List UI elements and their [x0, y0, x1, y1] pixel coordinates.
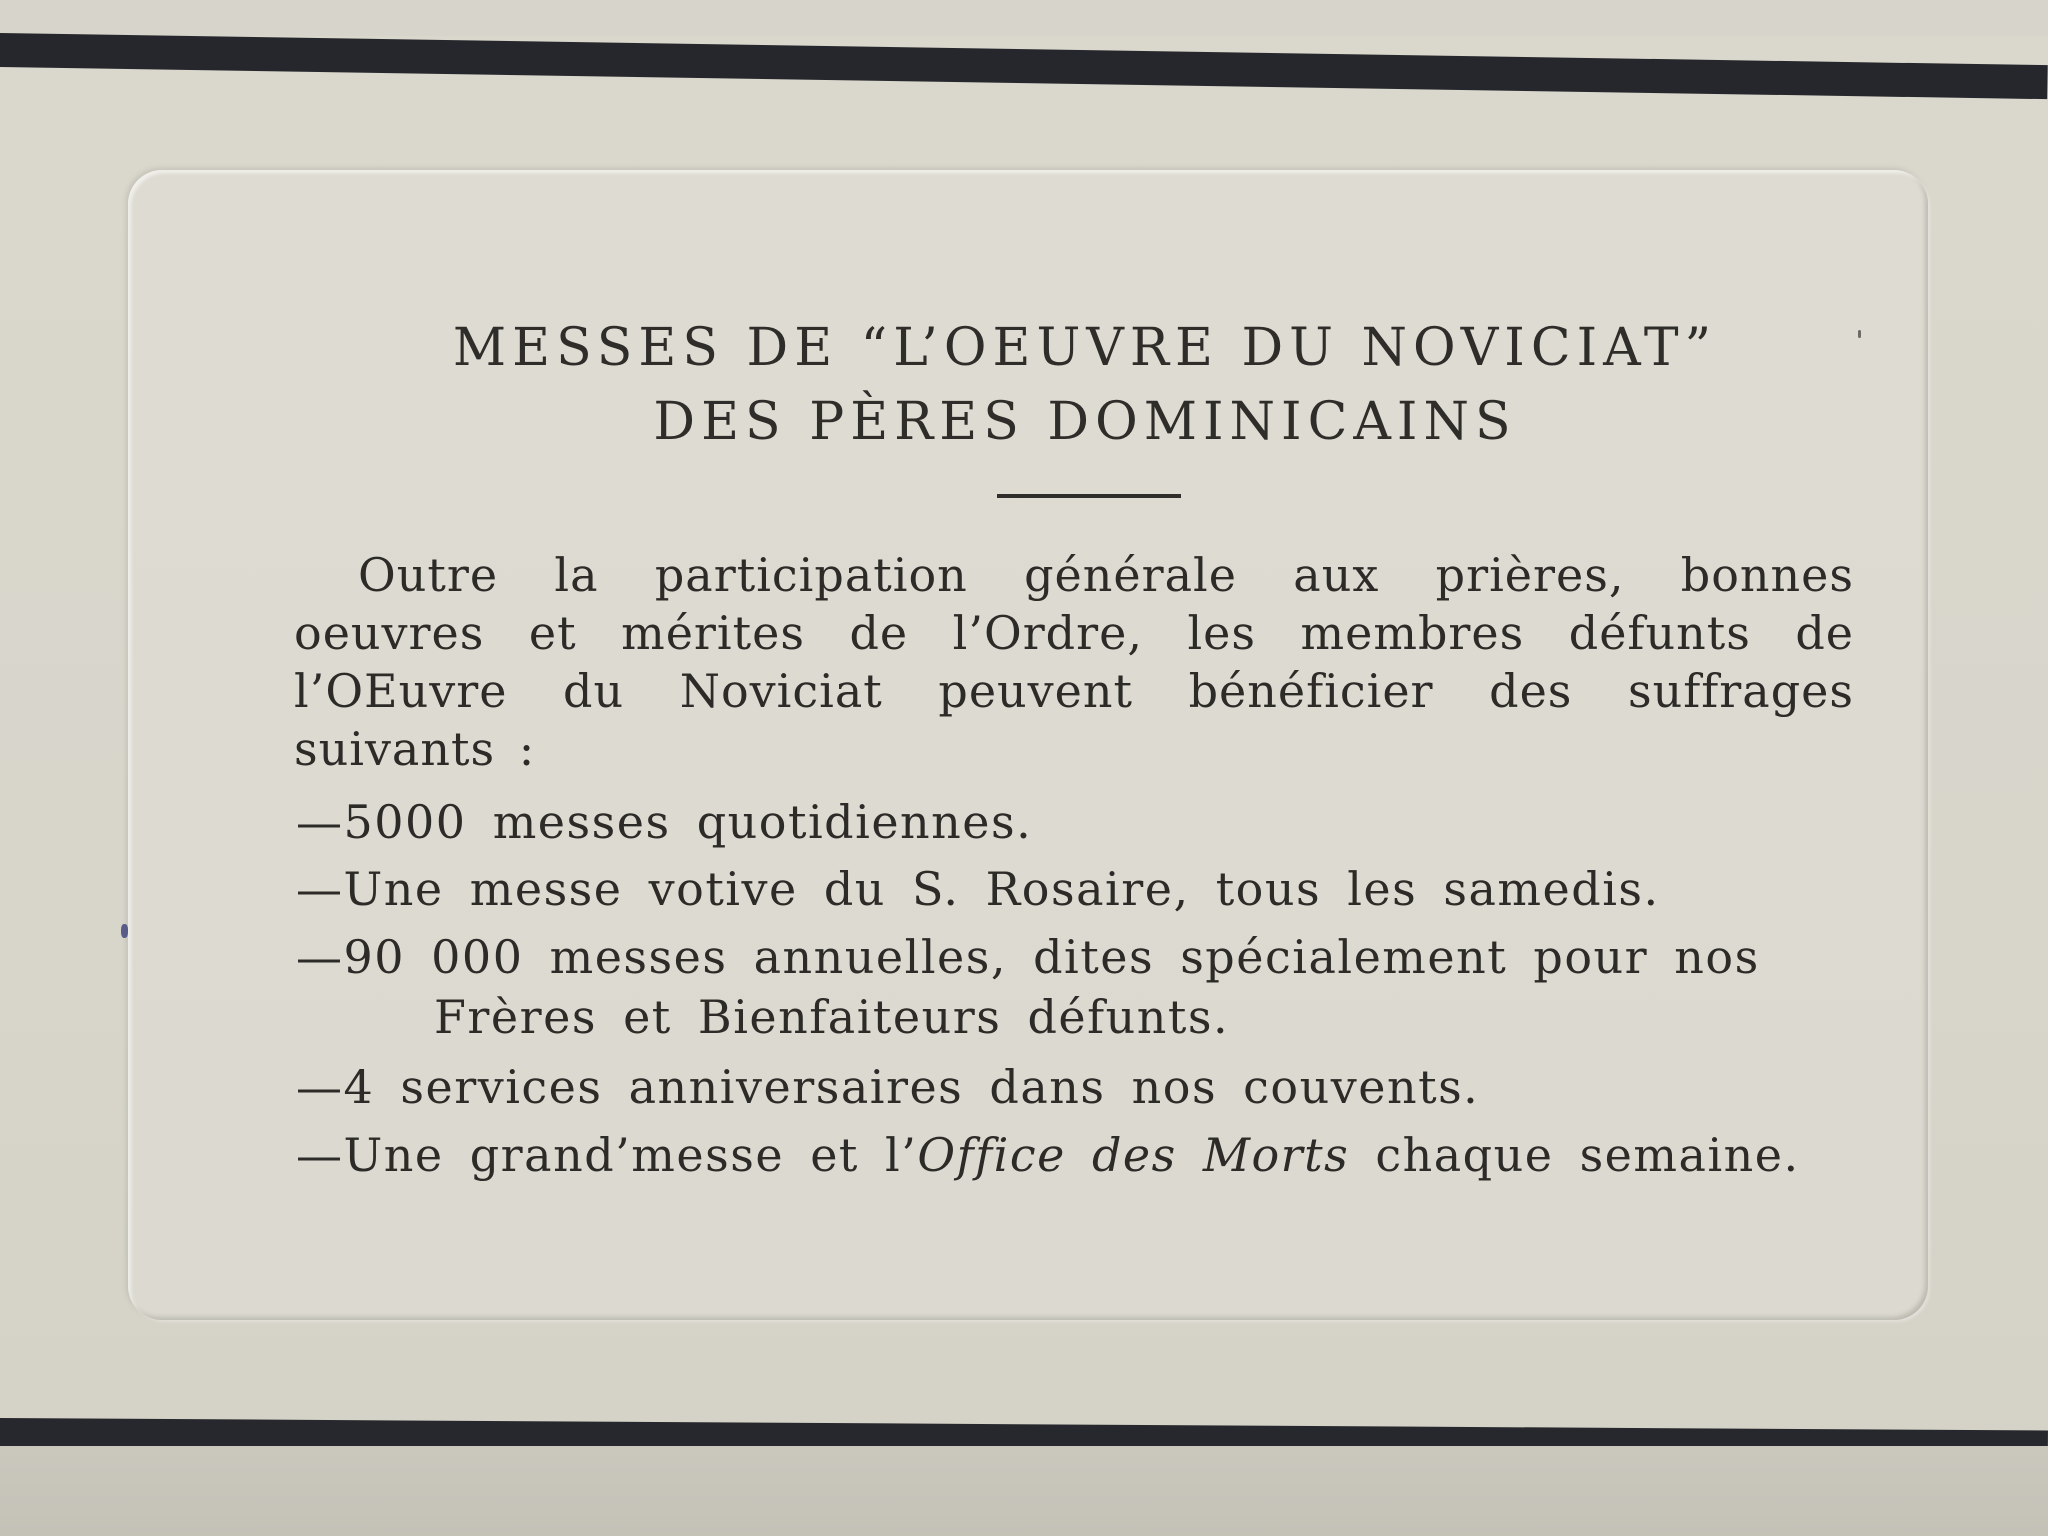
mourning-border-top — [0, 33, 2048, 99]
list-item-continuation: Frères et Bienfaiteurs défunts. — [434, 990, 1230, 1044]
intro-paragraph — [294, 546, 1854, 778]
list-item-text: —5000 messes quotidiennes. — [296, 795, 1033, 849]
paragraph-line: suivants : — [294, 722, 536, 776]
paragraph-line: l’OEuvre du Noviciat peuvent bénéficier des suffrages — [294, 664, 1854, 718]
list-item — [296, 1060, 1479, 1114]
heading-line-2: DES PÈRES DOMINICAINS — [653, 392, 1517, 452]
list-item — [296, 862, 1660, 916]
ink-mark — [121, 924, 128, 938]
background-strip-bottom — [0, 1446, 2048, 1536]
paper-speck — [1858, 330, 1861, 338]
list-item-text: —Une messe votive du S. Rosaire, tous les samedis. — [296, 862, 1660, 916]
list-item-text: —90 000 messes annuelles, dites spécialement pour nos — [296, 930, 1760, 984]
list-item — [296, 1128, 1800, 1182]
list-item-prefix: —Une grand’messe et l’ — [296, 1128, 918, 1182]
list-item-text: —4 services anniversaires dans nos couvents. — [296, 1060, 1480, 1114]
heading-line-1: MESSES DE “L’OEUVRE DU NOVICIAT” — [452, 318, 1718, 378]
office-des-morts-italic: Office des Morts — [917, 1128, 1350, 1182]
background-strip-top — [0, 0, 2048, 36]
heading-divider — [997, 494, 1181, 498]
list-item — [296, 795, 1032, 849]
list-item-suffix: chaque semaine. — [1349, 1128, 1800, 1182]
list-item — [296, 930, 1760, 1044]
paragraph-line: Outre la participation générale aux prières, bonnes — [358, 548, 1854, 602]
paragraph-line: oeuvres et mérites de l’Ordre, les membres défunts de — [294, 606, 1854, 660]
